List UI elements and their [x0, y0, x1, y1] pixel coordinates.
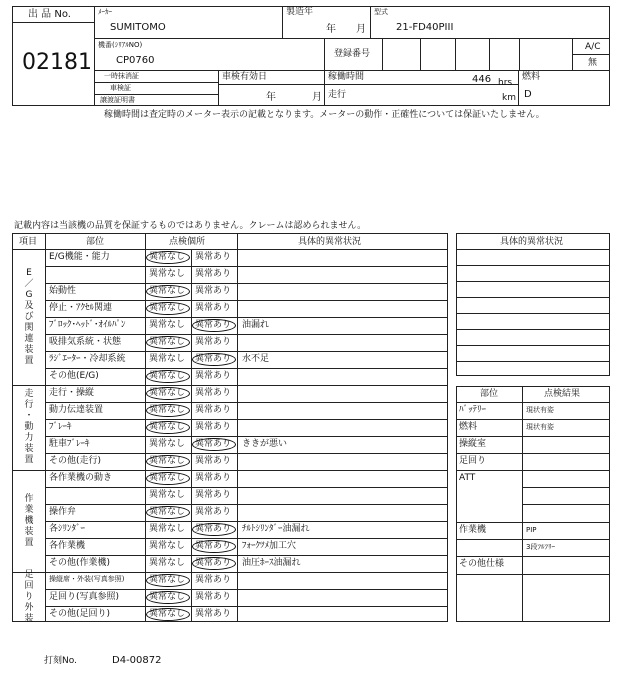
year-label: 製造年 — [286, 7, 314, 17]
result-part-label: 操縦室 — [459, 439, 487, 449]
state-normal-label: 異常なし — [149, 405, 186, 415]
selected-state-circle — [146, 285, 190, 298]
selected-state-circle — [146, 472, 190, 485]
row-part-label: 足回り(写真参照) — [49, 592, 120, 602]
row-part-label: 吸排気系統・状態 — [49, 337, 122, 347]
hours-label: 稼働時間 — [328, 72, 365, 82]
state-abnormal-label: 異常あり — [195, 303, 232, 313]
state-normal-label: 異常なし — [149, 507, 186, 517]
travel-label: 走行 — [328, 90, 347, 100]
state-normal-label: 異常なし — [149, 269, 186, 279]
row-detail-text: ﾁﾙﾄｼﾘﾝﾀﾞｰ油漏れ — [242, 524, 310, 534]
state-normal-label: 異常なし — [149, 592, 186, 602]
result-value: 現状有姿 — [526, 423, 554, 431]
selected-state-circle — [146, 421, 190, 434]
group-label: 作 業 機 装 置 — [24, 493, 34, 548]
state-abnormal-label: 異常あり — [195, 252, 232, 262]
right-result-header: 点検結果 — [544, 389, 581, 399]
serial-value: CP0760 — [116, 55, 155, 66]
state-normal-label: 異常なし — [149, 388, 186, 398]
row-part-label: その他(作業機) — [49, 558, 111, 568]
group-label: E ／ G 及 び 関 連 装 置 — [24, 267, 34, 366]
result-value: 現状有姿 — [526, 406, 554, 414]
item-header: 項目 — [19, 237, 38, 247]
year-unit: 年 — [326, 24, 336, 35]
state-abnormal-label: 異常あり — [195, 507, 232, 517]
row-part-label: 駐車ﾌﾞﾚｰｷ — [49, 439, 90, 449]
state-abnormal-label: 異常あり — [195, 609, 232, 619]
selected-state-circle — [146, 387, 190, 400]
state-normal-label: 異常なし — [149, 303, 186, 313]
lot-no-label: 出 品 No. — [28, 9, 71, 20]
inspection-label: 車検有効日 — [222, 72, 268, 82]
row-detail-text: 水不足 — [242, 354, 270, 364]
state-normal-label: 異常なし — [149, 575, 186, 585]
selected-state-circle — [192, 353, 236, 366]
right-detail-table — [456, 233, 610, 376]
ac-label: A/C — [585, 42, 601, 52]
inspection-year-unit: 年 — [266, 92, 276, 103]
stamp-value: D4-00872 — [112, 655, 162, 666]
header-box — [12, 6, 610, 106]
state-normal-label: 異常なし — [149, 456, 186, 466]
selected-state-circle — [192, 523, 236, 536]
inspection-month-unit: 月 — [312, 92, 322, 103]
row-part-label: 走行・操縦 — [49, 388, 95, 398]
row-part-label: その他(走行) — [49, 456, 102, 466]
row-detail-text: ききが悪い — [242, 439, 288, 449]
disclaimer-note: 記載内容は当該機の品質を保証するものではありません。クレームは認められません。 — [14, 221, 367, 231]
vehicle-cert-label: 車検証 — [110, 84, 131, 92]
state-abnormal-label: 異常あり — [195, 575, 232, 585]
right-detail-header: 具体的異常状況 — [500, 237, 564, 247]
state-abnormal-label: 異常あり — [195, 269, 232, 279]
row-part-label: 停止・ｱｸｾﾙ関連 — [49, 303, 113, 313]
state-abnormal-label: 異常あり — [195, 422, 232, 432]
result-part-label: 足回り — [459, 456, 487, 466]
row-part-label: ﾌﾞﾚｰｷ — [49, 422, 72, 432]
selected-state-circle — [146, 574, 190, 587]
model-value: 21-FD40PIII — [396, 22, 454, 33]
row-part-label: 各ｼﾘﾝﾀﾞｰ — [49, 524, 86, 534]
state-abnormal-label: 異常あり — [195, 371, 232, 381]
detail-header: 具体的異常状況 — [298, 237, 362, 247]
result-part-label: その他仕様 — [459, 559, 505, 569]
stamp-label: 打刻No. — [44, 656, 77, 666]
state-abnormal-label: 異常あり — [195, 354, 232, 364]
state-normal-label: 異常なし — [149, 609, 186, 619]
result-value: 3段ﾌﾙﾌﾘｰ — [526, 543, 555, 551]
state-normal-label: 異常なし — [149, 473, 186, 483]
selected-state-circle — [146, 404, 190, 417]
result-part-label: 作業機 — [459, 525, 487, 535]
row-part-label: その他(足回り) — [49, 609, 111, 619]
serial-label: 機番(ｼﾘｱﾙNO) — [98, 41, 143, 49]
row-part-label: 操縦席・外装(写真参照) — [49, 575, 125, 583]
state-normal-label: 異常なし — [149, 354, 186, 364]
row-detail-text: 油漏れ — [242, 320, 270, 330]
selected-state-circle — [146, 336, 190, 349]
state-abnormal-label: 異常あり — [195, 592, 232, 602]
state-normal-label: 異常なし — [149, 524, 186, 534]
fuel-value: D — [524, 89, 532, 100]
row-detail-text: ﾌｫｰｸﾂﾒ加工穴 — [242, 541, 297, 551]
right-part-header: 部位 — [480, 389, 499, 399]
state-normal-label: 異常なし — [149, 320, 186, 330]
result-part-label: ﾊﾞｯﾃﾘｰ — [459, 405, 487, 415]
row-part-label: ﾌﾞﾛｯｸ･ﾍｯﾄﾞ･ｵｲﾙﾊﾟﾝ — [49, 320, 126, 330]
state-abnormal-label: 異常あり — [195, 524, 232, 534]
row-part-label: 操作弁 — [49, 507, 77, 517]
state-normal-label: 異常なし — [149, 541, 186, 551]
state-normal-label: 異常なし — [149, 439, 186, 449]
km-unit: km — [502, 93, 516, 103]
state-abnormal-label: 異常あり — [195, 558, 232, 568]
row-part-label: 各作業機の動き — [49, 473, 113, 483]
transfer-cert-label: 譲渡証明書 — [100, 96, 135, 104]
state-normal-label: 異常なし — [149, 490, 186, 500]
state-abnormal-label: 異常あり — [195, 439, 232, 449]
group-label: 走 行 ・ 動 力 装 置 — [24, 389, 34, 465]
selected-state-circle — [146, 455, 190, 468]
state-normal-label: 異常なし — [149, 252, 186, 262]
state-normal-label: 異常なし — [149, 558, 186, 568]
row-part-label: ﾗｼﾞｴｰﾀｰ・冷却系統 — [49, 354, 126, 364]
fuel-label: 燃料 — [522, 72, 541, 82]
model-label: 型式 — [374, 8, 388, 16]
row-part-label: 各作業機 — [49, 541, 86, 551]
selected-state-circle — [146, 302, 190, 315]
temp-cert-label: 一時抹消証 — [104, 72, 139, 80]
selected-state-circle — [192, 319, 236, 332]
result-part-label: 燃料 — [459, 422, 478, 432]
part-header: 部位 — [86, 237, 105, 247]
reg-label: 登録番号 — [334, 49, 371, 59]
state-abnormal-label: 異常あり — [195, 320, 232, 330]
result-part-label: ATT — [459, 473, 476, 483]
month-unit: 月 — [356, 24, 366, 35]
selected-state-circle — [192, 438, 236, 451]
state-normal-label: 異常なし — [149, 422, 186, 432]
state-abnormal-label: 異常あり — [195, 388, 232, 398]
state-abnormal-label: 異常あり — [195, 473, 232, 483]
selected-state-circle — [146, 591, 190, 604]
selected-state-circle — [146, 251, 190, 264]
maker-value: SUMITOMO — [110, 22, 166, 33]
selected-state-circle — [192, 557, 236, 570]
state-abnormal-label: 異常あり — [195, 456, 232, 466]
check-header: 点検個所 — [169, 237, 206, 247]
hours-note: 稼働時間は査定時のメーター表示の記載となります。メーターの動作・正確性については保証いたしません。 — [104, 110, 545, 120]
result-value: PIP — [526, 526, 537, 534]
state-abnormal-label: 異常あり — [195, 405, 232, 415]
ac-value: 無 — [588, 58, 598, 68]
lot-no-value: 02181 — [22, 50, 92, 75]
row-part-label: E/G機能・能力 — [49, 252, 110, 262]
selected-state-circle — [192, 540, 236, 553]
state-normal-label: 異常なし — [149, 337, 186, 347]
selected-state-circle — [146, 506, 190, 519]
selected-state-circle — [146, 608, 190, 621]
state-abnormal-label: 異常あり — [195, 286, 232, 296]
row-part-label: 始動性 — [49, 286, 77, 296]
group-label: 足 回 り 外 装 — [24, 570, 34, 624]
row-detail-text: 油圧ﾎｰｽ油漏れ — [242, 558, 301, 568]
state-abnormal-label: 異常あり — [195, 541, 232, 551]
state-abnormal-label: 異常あり — [195, 490, 232, 500]
hours-value: 446 — [472, 74, 492, 85]
selected-state-circle — [146, 370, 190, 383]
state-normal-label: 異常なし — [149, 286, 186, 296]
state-abnormal-label: 異常あり — [195, 337, 232, 347]
state-normal-label: 異常なし — [149, 371, 186, 381]
hours-unit: hrs — [498, 78, 513, 88]
row-part-label: 動力伝達装置 — [49, 405, 104, 415]
row-part-label: その他(E/G) — [49, 371, 99, 381]
maker-label: ﾒｰｶｰ — [98, 8, 112, 16]
